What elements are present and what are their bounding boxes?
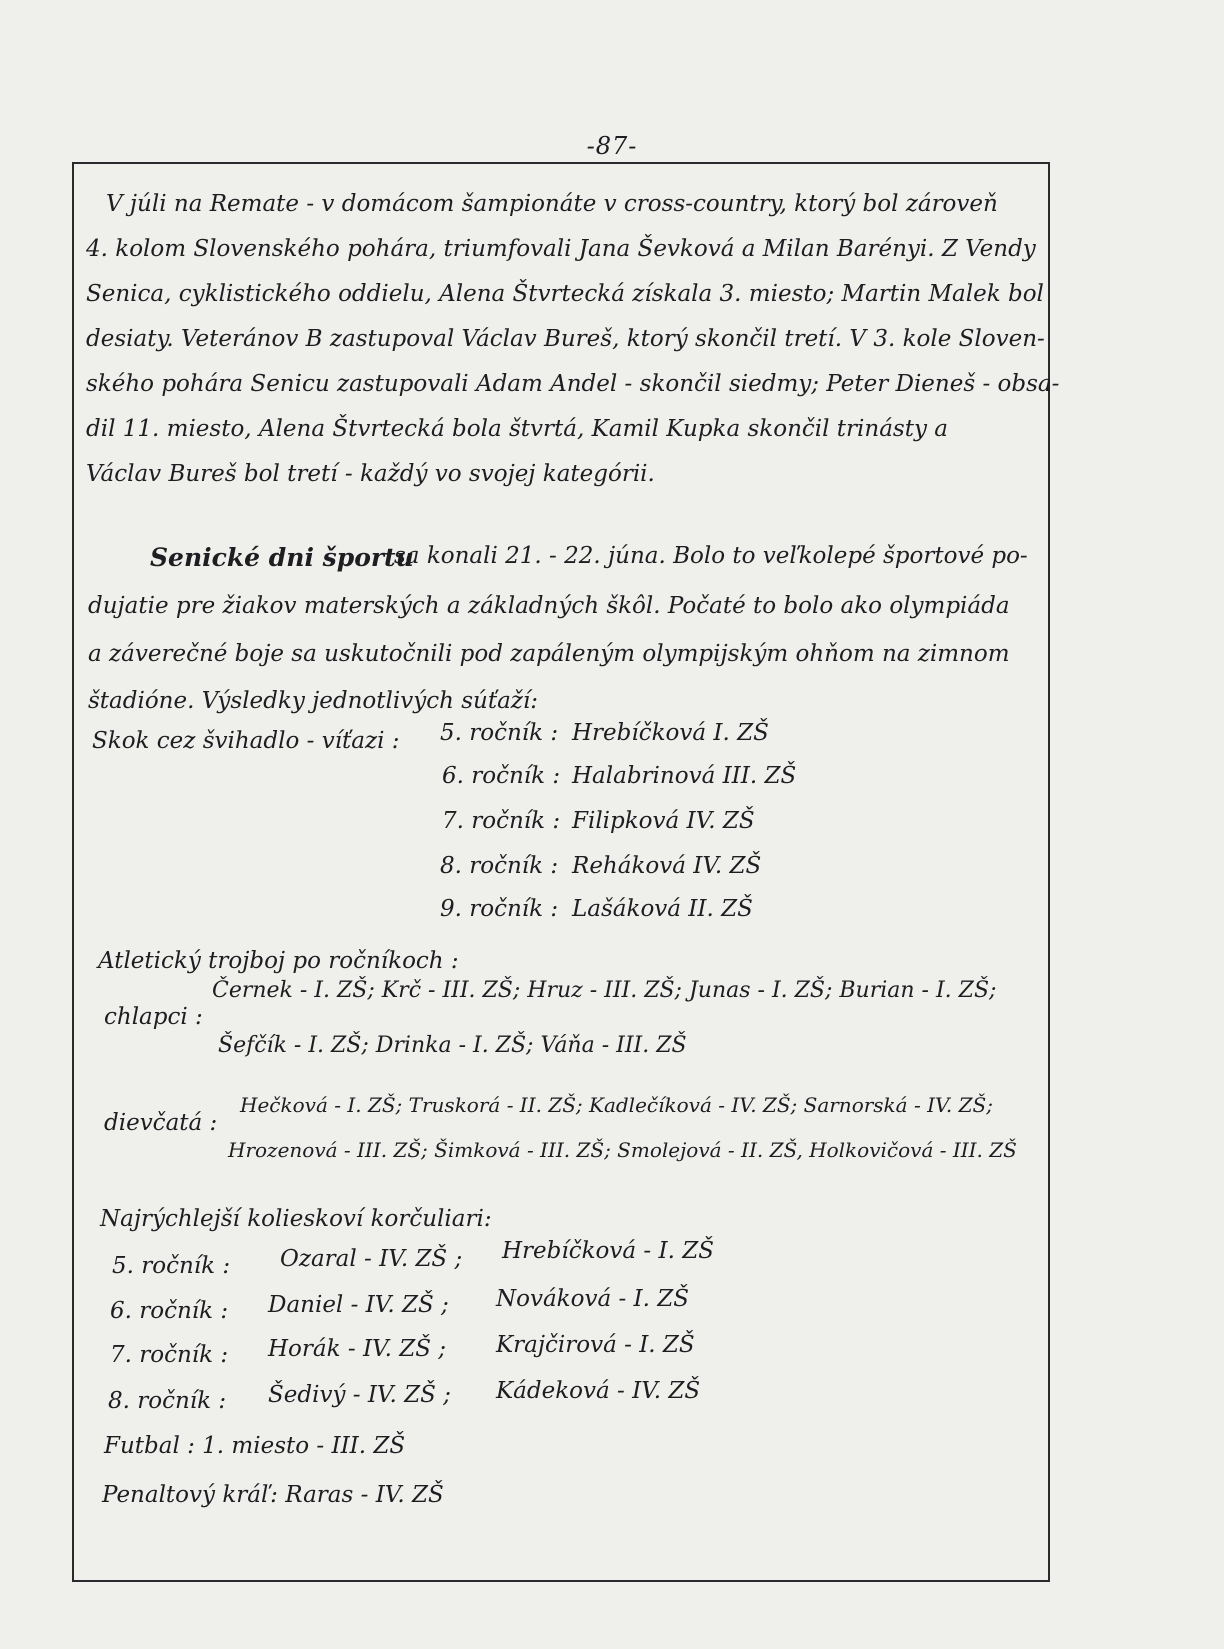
- girls-label: dievčatá :: [104, 1110, 218, 1136]
- korculiari-girl: Hrebíčková - I. ZŠ: [502, 1238, 714, 1264]
- korculiari-girl: Nováková - I. ZŠ: [496, 1286, 690, 1312]
- korculiari-boy: Ozaral - IV. ZŠ ;: [280, 1246, 463, 1272]
- korculiari-girl: Kádeková - IV. ZŠ: [496, 1378, 701, 1404]
- section-heading-sport-days: Senické dni športu: [150, 543, 414, 572]
- skok-result: Hrebíčková I. ZŠ: [572, 720, 769, 746]
- skok-grade: 6. ročník :: [442, 763, 561, 789]
- korculiari-grade: 8. ročník :: [108, 1388, 227, 1414]
- skok-result: Reháková IV. ZŠ: [572, 853, 762, 879]
- korculiari-girl: Krajčirová - I. ZŠ: [496, 1332, 695, 1358]
- page-number: -87-: [586, 132, 638, 160]
- paragraph2-line: sa konali 21. - 22. júna. Bolo to veľkolepé športové po-: [394, 543, 1028, 569]
- paragraph2-line: štadióne. Výsledky jednotlivých súťaží:: [88, 688, 539, 714]
- korculiari-heading: Najrýchlejší kolieskoví korčuliari:: [100, 1206, 492, 1232]
- paragraph1-line: V júli na Remate - v domácom šampionáte v cross-country, ktorý bol zároveň: [106, 191, 998, 217]
- korculiari-grade: 7. ročník :: [110, 1342, 229, 1368]
- korculiari-boy: Šedivý - IV. ZŠ ;: [268, 1382, 451, 1408]
- atleticky-heading: Atletický trojboj po ročníkoch :: [98, 948, 459, 974]
- skok-result: Lašáková II. ZŠ: [572, 896, 753, 922]
- skok-grade: 9. ročník :: [440, 896, 559, 922]
- skok-grade: 8. ročník :: [440, 853, 559, 879]
- skok-label: Skok cez švihadlo - víťazi :: [92, 728, 400, 754]
- boys-results: Černek - I. ZŠ; Krč - III. ZŠ; Hruz - III. ZŠ; Junas - I. ZŠ; Burian - I. ZŠ;: [212, 978, 997, 1003]
- korculiari-grade: 6. ročník :: [110, 1298, 229, 1324]
- boys-results: Šefčík - I. ZŠ; Drinka - I. ZŠ; Váňa - III. ZŠ: [218, 1033, 687, 1058]
- skok-grade: 7. ročník :: [442, 808, 561, 834]
- paragraph2-line: dujatie pre žiakov materských a základných škôl. Počaté to bolo ako olympiáda: [88, 593, 1010, 619]
- korculiari-boy: Horák - IV. ZŠ ;: [268, 1336, 447, 1362]
- penalty-king: Penaltový kráľ: Raras - IV. ZŠ: [102, 1482, 444, 1508]
- skok-result: Filipková IV. ZŠ: [572, 808, 755, 834]
- korculiari-grade: 5. ročník :: [112, 1253, 231, 1279]
- boys-label: chlapci :: [104, 1004, 203, 1030]
- korculiari-boy: Daniel - IV. ZŠ ;: [268, 1292, 449, 1318]
- skok-grade: 5. ročník :: [440, 720, 559, 746]
- paragraph2-line: a záverečné boje sa uskutočnili pod zapáleným olympijským ohňom na zimnom: [88, 641, 1010, 667]
- paragraph1-line: Senica, cyklistického oddielu, Alena Štvrtecká získala 3. miesto; Martin Malek bol: [86, 281, 1044, 307]
- skok-result: Halabrinová III. ZŠ: [572, 763, 797, 789]
- paragraph1-line: ského pohára Senicu zastupovali Adam Andel - skončil siedmy; Peter Dieneš - obsa-: [86, 371, 1060, 397]
- paragraph1-line: 4. kolom Slovenského pohára, triumfovali Jana Ševková a Milan Barényi. Z Vendy: [86, 236, 1036, 262]
- girls-results: Hečková - I. ZŠ; Truskorá - II. ZŠ; Kadlečíková - IV. ZŠ; Sarnorská - IV. ZŠ;: [240, 1093, 993, 1117]
- paragraph1-line: dil 11. miesto, Alena Štvrtecká bola štvrtá, Kamil Kupka skončil trinásty a: [86, 416, 948, 442]
- girls-results: Hrozenová - III. ZŠ; Šimková - III. ZŠ; Smolejová - II. ZŠ, Holkovičová - III. ZŠ: [228, 1138, 1017, 1162]
- paragraph1-line: Václav Bureš bol tretí - každý vo svojej kategórii.: [86, 461, 655, 487]
- paragraph1-line: desiaty. Veteránov B zastupoval Václav Bureš, ktorý skončil tretí. V 3. kole Sloven-: [86, 326, 1045, 352]
- futbal-result: Futbal : 1. miesto - III. ZŠ: [104, 1433, 406, 1459]
